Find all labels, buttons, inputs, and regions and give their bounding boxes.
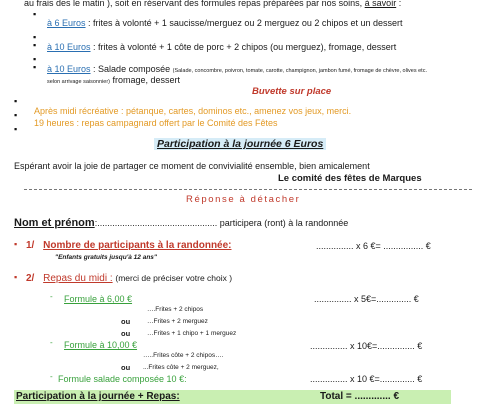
bullet: ▪	[14, 96, 18, 106]
afternoon-line	[34, 106, 351, 116]
q1-line	[26, 240, 232, 251]
f10-calc[interactable]: ............... x 10€=............... €	[310, 341, 423, 351]
afternoon-label: Après midi récréative	[34, 106, 119, 116]
f6-option-3[interactable]: …Frites + 1 chipo + 1 merguez	[147, 330, 237, 337]
evening-line	[34, 118, 277, 128]
f6-or-1: ou	[121, 317, 131, 326]
f6-or-2: ou	[121, 329, 131, 338]
formula-salad-line2	[47, 75, 180, 85]
q2-num: 2/	[26, 273, 35, 284]
formula-salad-detail: (Salade, concombre, poivron, tomate, carotte, champignon, jambon fumé, fromage de chèvre, olives etc.	[172, 68, 427, 74]
name-field[interactable]: :................................................	[94, 218, 218, 228]
formula-6-text: : frites à volonté + 1 saucisse/merguez ou 2 merguez ou 2 chipos et un dessert	[88, 18, 403, 28]
buvette: Buvette sur place	[252, 86, 332, 97]
f6-option-2[interactable]: …Frites + 2 merguez	[147, 318, 208, 325]
bullet: ▪	[33, 32, 37, 42]
bullet: ▪	[14, 239, 18, 249]
q1-calc[interactable]: ............... x 6 €= ................ €	[316, 241, 431, 251]
formula-10	[47, 42, 396, 52]
header-savoir: à savoir	[364, 0, 397, 8]
q2-label: Repas du midi :	[43, 273, 113, 284]
f6-option-1[interactable]: ….Frites + 2 chipos	[147, 306, 204, 313]
formula-salad-text: : Salade composée	[93, 64, 171, 74]
participation-title: Participation à la journée 6 Euros	[154, 138, 326, 150]
formula-10-text: : frites à volonté + 1 côte de porc + 2 chipos (ou merguez), fromage, dessert	[93, 42, 397, 52]
salad-label: Formule salade composée 10 €:	[58, 374, 187, 384]
formula-10-price: à 10 Euros	[47, 42, 91, 52]
q1-note: "Enfants gratuits jusqu'à 12 ans"	[55, 254, 157, 261]
evening-text: : repas campagnard offert par le Comité des Fêtes	[76, 118, 278, 128]
f10-option-1[interactable]: …..Frites côte + 2 chipos….	[143, 352, 224, 359]
formula-6-price: à 6 Euros	[47, 18, 86, 28]
name-line	[14, 217, 348, 229]
bullet: ▪	[14, 110, 18, 120]
cut-line	[24, 189, 472, 190]
f6-label: Formule à 6,00 €	[64, 294, 133, 304]
total-label: Participation à la journée + Repas:	[16, 391, 180, 402]
bullet: -	[50, 292, 53, 301]
bullet: ▪	[33, 9, 37, 19]
f6-calc[interactable]: ............... x 5€=.............. €	[314, 294, 419, 304]
name-tail: participera (ront) à la randonnée	[219, 218, 349, 228]
name-label: Nom et prénom	[14, 217, 95, 229]
q2-note: (merci de préciser votre choix )	[115, 273, 233, 283]
formula-salad-tail: fromage, dessert	[112, 75, 181, 85]
q2-line	[26, 273, 232, 284]
formula-salad	[47, 64, 427, 74]
f10-label: Formule à 10,00 €	[64, 340, 138, 350]
bullet: ▪	[14, 124, 18, 134]
formula-salad-detail2: selon arrivage saisonnier)	[47, 79, 110, 85]
bullet: ▪	[14, 272, 18, 282]
f10-or: ou	[121, 363, 131, 372]
salad-calc[interactable]: ............... x 10 €=.............. €	[310, 374, 423, 384]
formula-6	[47, 18, 402, 28]
signature: Le comité des fêtes de Marques	[278, 173, 422, 184]
f10-option-2[interactable]: ...Frites côte + 2 merguez,	[143, 364, 219, 371]
q1-num: 1/	[26, 240, 35, 251]
bullet: ▪	[33, 54, 37, 64]
bullet: -	[50, 338, 53, 347]
bullet: ▪	[33, 40, 37, 50]
header-line: au frais des le matin ), soit en réservant des formules repas préparées par nos soins, à savoir :	[24, 0, 402, 8]
q1-label: Nombre de participants à la randonnée:	[43, 240, 232, 251]
header-text: au frais des le matin ), soit en réservant des formules repas préparées par nos soins,	[24, 0, 365, 8]
bullet: -	[50, 372, 53, 381]
reply-title: Réponse à détacher	[186, 194, 301, 205]
bullet: ▪	[33, 62, 37, 72]
total-value[interactable]: Total = ............. €	[320, 391, 399, 402]
closing-text: Espérant avoir la joie de partager ce moment de convivialité ensemble, bien amicalement	[14, 161, 370, 171]
evening-label: 19 heures	[34, 118, 75, 128]
afternoon-text: : pétanque, cartes, dominos etc., amenez vos jeux, merci.	[121, 106, 352, 116]
formula-salad-price: à 10 Euros	[47, 64, 91, 74]
